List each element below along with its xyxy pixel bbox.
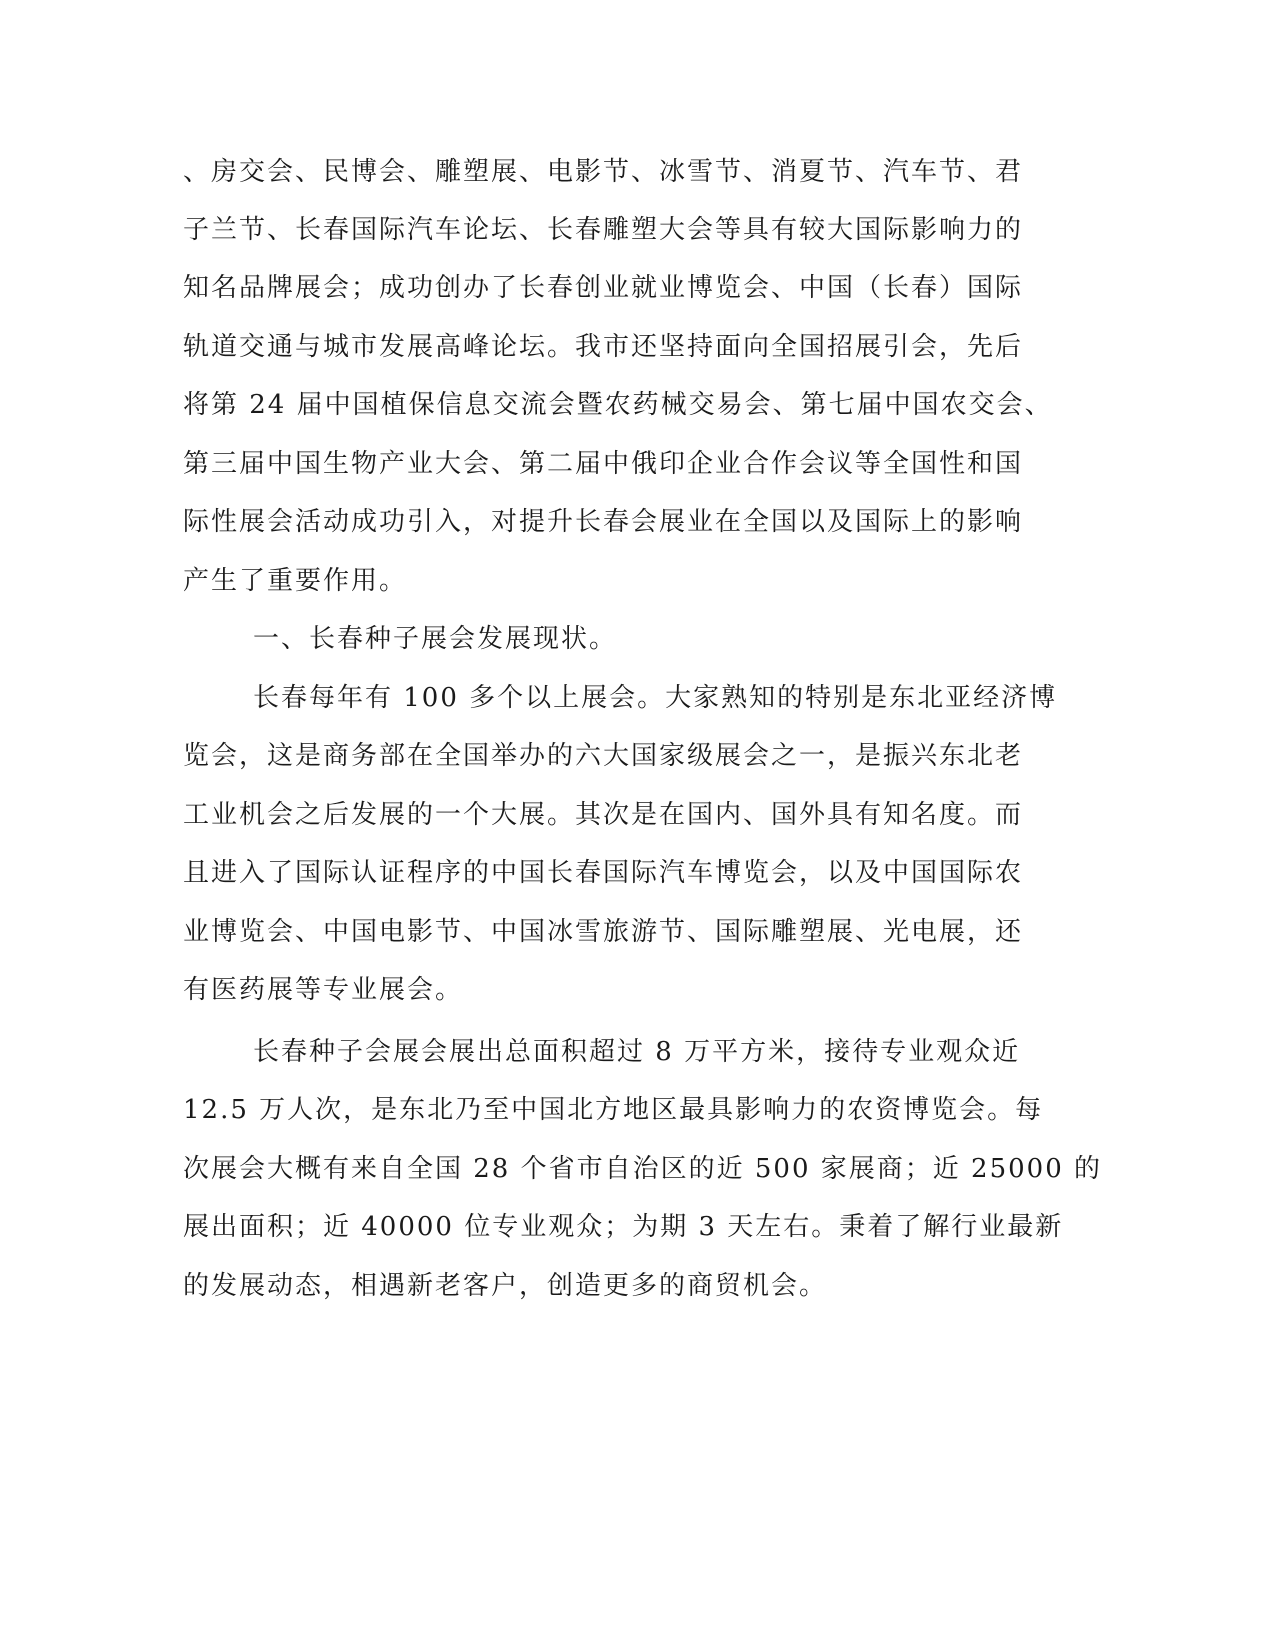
text-line: 且进入了国际认证程序的中国长春国际汽车博览会，以及中国国际农 [183,858,1024,888]
text-line: 长春种子会展会展出总面积超过 8 万平方米，接待专业观众近 [253,1037,1021,1067]
text-line: 产生了重要作用。 [183,566,408,596]
section-heading: 一、长春种子展会发展现状。 [253,624,618,654]
text-line: 览会，这是商务部在全国举办的六大国家级展会之一，是振兴东北老 [183,741,1024,771]
text-line: 子兰节、长春国际汽车论坛、长春雕塑大会等具有较大国际影响力的 [183,215,1024,245]
text-line: 展出面积；近 40000 位专业观众；为期 3 天左右。秉着了解行业最新 [183,1212,1064,1242]
text-line: 次展会大概有来自全国 28 个省市自治区的近 500 家展商；近 25000 的 [183,1154,1103,1184]
text-line: 的发展动态，相遇新老客户，创造更多的商贸机会。 [183,1271,828,1301]
text-line: 第三届中国生物产业大会、第二届中俄印企业合作会议等全国性和国 [183,449,1024,479]
text-line: 际性展会活动成功引入，对提升长春会展业在全国以及国际上的影响 [183,507,1024,537]
text-line: 、房交会、民博会、雕塑展、电影节、冰雪节、消夏节、汽车节、君 [183,157,1024,187]
text-line: 业博览会、中国电影节、中国冰雪旅游节、国际雕塑展、光电展，还 [183,917,1024,947]
text-line: 轨道交通与城市发展高峰论坛。我市还坚持面向全国招展引会，先后 [183,332,1024,362]
text-line: 长春每年有 100 多个以上展会。大家熟知的特别是东北亚经济博 [253,683,1058,713]
text-line: 有医药展等专业展会。 [183,975,464,1005]
text-line: 知名品牌展会；成功创办了长春创业就业博览会、中国（长春）国际 [183,273,1024,303]
text-line: 12.5 万人次，是东北乃至中国北方地区最具影响力的农资博览会。每 [183,1095,1044,1125]
text-line: 工业机会之后发展的一个大展。其次是在国内、国外具有知名度。而 [183,800,1024,830]
text-line: 将第 24 届中国植保信息交流会暨农药械交易会、第七届中国农交会、 [183,390,1053,420]
